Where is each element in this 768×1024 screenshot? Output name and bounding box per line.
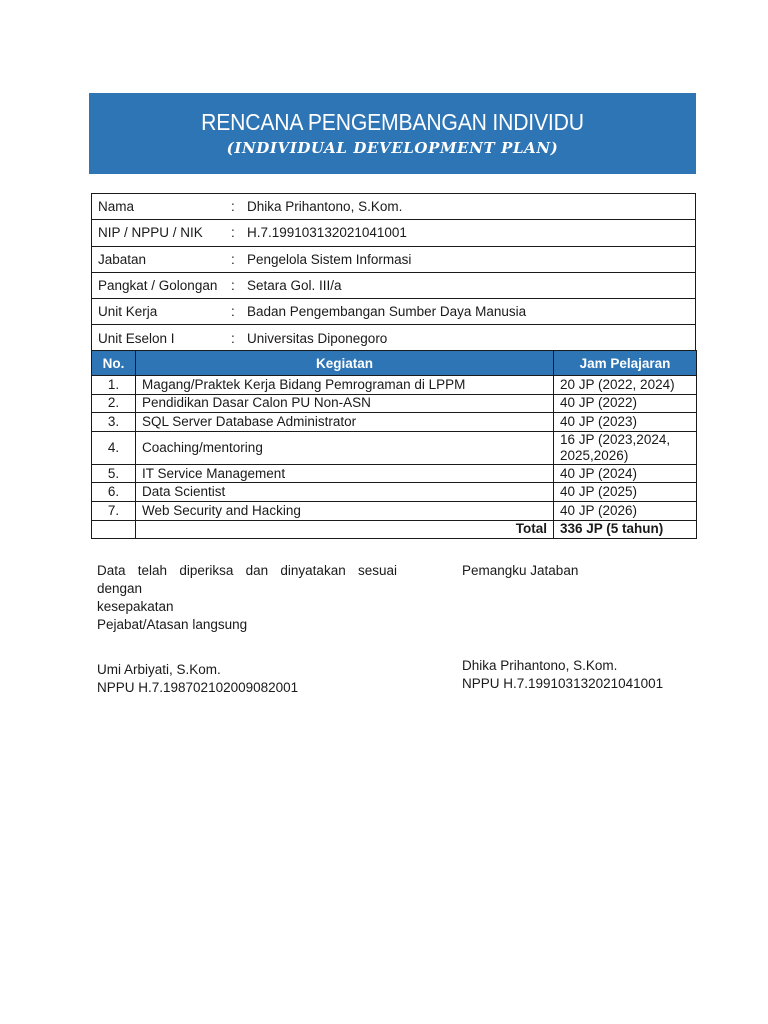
document-subtitle: (INDIVIDUAL DEVELOPMENT PLAN) [226, 139, 559, 157]
approval-statement-line: kesepakatan [97, 599, 174, 614]
row-hours: 40 JP (2022) [554, 394, 697, 413]
document-title: RENCANA PENGEMBANGAN INDIVIDU [201, 109, 584, 135]
approval-statement-line: Data telah diperiksa dan dinyatakan sesuai dengan [97, 563, 397, 596]
table-row [92, 431, 697, 464]
row-hours: 40 JP (2023) [554, 413, 697, 432]
identity-separator: : [231, 225, 235, 241]
table-row [92, 501, 697, 520]
identity-separator: : [231, 199, 235, 215]
row-activity: SQL Server Database Administrator [136, 413, 554, 432]
holder-role: Pemangku Jataban [462, 563, 579, 578]
table-row [92, 376, 697, 395]
approval-statement [97, 562, 397, 634]
column-header-activity: Kegiatan [136, 351, 554, 376]
identity-separator: : [231, 278, 235, 294]
identity-value: H.7.199103132021041001 [247, 225, 407, 241]
plan-header-row [92, 351, 697, 376]
holder-block [462, 562, 702, 580]
row-activity: Magang/Praktek Kerja Bidang Pemrograman di LPPM [136, 376, 554, 395]
identity-value: Universitas Diponegoro [247, 330, 388, 346]
identity-label: Nama [98, 199, 135, 215]
row-number: 4. [92, 431, 136, 464]
row-hours: 20 JP (2022, 2024) [554, 376, 697, 395]
row-activity: Web Security and Hacking [136, 501, 554, 520]
identity-separator: : [231, 304, 235, 320]
identity-row-pangkat [92, 272, 696, 298]
table-row [92, 464, 697, 483]
row-number: 1. [92, 376, 136, 395]
row-number: 5. [92, 464, 136, 483]
identity-label: Unit Eselon I [98, 330, 175, 346]
identity-separator: : [231, 251, 235, 267]
row-activity: Pendidikan Dasar Calon PU Non-ASN [136, 394, 554, 413]
column-header-no: No. [92, 351, 136, 376]
supervisor-role: Pejabat/Atasan langsung [97, 617, 248, 632]
identity-row-name [92, 194, 696, 220]
row-activity: Coaching/mentoring [136, 431, 554, 464]
holder-id: NPPU H.7.199103132021041001 [462, 676, 664, 691]
row-hours: 40 JP (2025) [554, 483, 697, 502]
supervisor-signature [97, 661, 298, 697]
identity-value: Setara Gol. III/a [247, 278, 342, 294]
row-number: 7. [92, 501, 136, 520]
table-row [92, 483, 697, 502]
row-hours: 16 JP (2023,2024, 2025,2026) [554, 431, 697, 464]
identity-row-unit-eselon [92, 325, 696, 351]
row-number: 6. [92, 483, 136, 502]
row-hours: 40 JP (2026) [554, 501, 697, 520]
row-number: 2. [92, 394, 136, 413]
identity-separator: : [231, 330, 235, 346]
supervisor-name: Umi Arbiyati, S.Kom. [97, 662, 221, 677]
identity-table [91, 193, 696, 352]
identity-row-jabatan [92, 246, 696, 272]
identity-label: NIP / NPPU / NIK [98, 225, 203, 241]
holder-name: Dhika Prihantono, S.Kom. [462, 658, 618, 673]
column-header-hours: Jam Pelajaran [554, 351, 697, 376]
identity-label: Pangkat / Golongan [98, 278, 218, 294]
row-activity: Data Scientist [136, 483, 554, 502]
row-number: 3. [92, 413, 136, 432]
holder-signature [462, 657, 663, 693]
identity-label: Unit Kerja [98, 304, 158, 320]
total-value: 336 JP (5 tahun) [554, 520, 697, 539]
table-row [92, 394, 697, 413]
table-row [92, 413, 697, 432]
identity-row-nip [92, 220, 696, 246]
identity-value: Pengelola Sistem Informasi [247, 251, 412, 267]
row-activity: IT Service Management [136, 464, 554, 483]
identity-value: Dhika Prihantono, S.Kom. [247, 199, 403, 215]
total-row [92, 520, 697, 539]
document-header [89, 93, 696, 174]
total-label: Total [136, 520, 554, 539]
identity-label: Jabatan [98, 251, 147, 267]
development-plan-table [91, 350, 697, 539]
identity-value: Badan Pengembangan Sumber Daya Manusia [247, 304, 527, 320]
row-hours: 40 JP (2024) [554, 464, 697, 483]
identity-row-unit-kerja [92, 299, 696, 325]
supervisor-id: NPPU H.7.198702102009082001 [97, 680, 299, 695]
